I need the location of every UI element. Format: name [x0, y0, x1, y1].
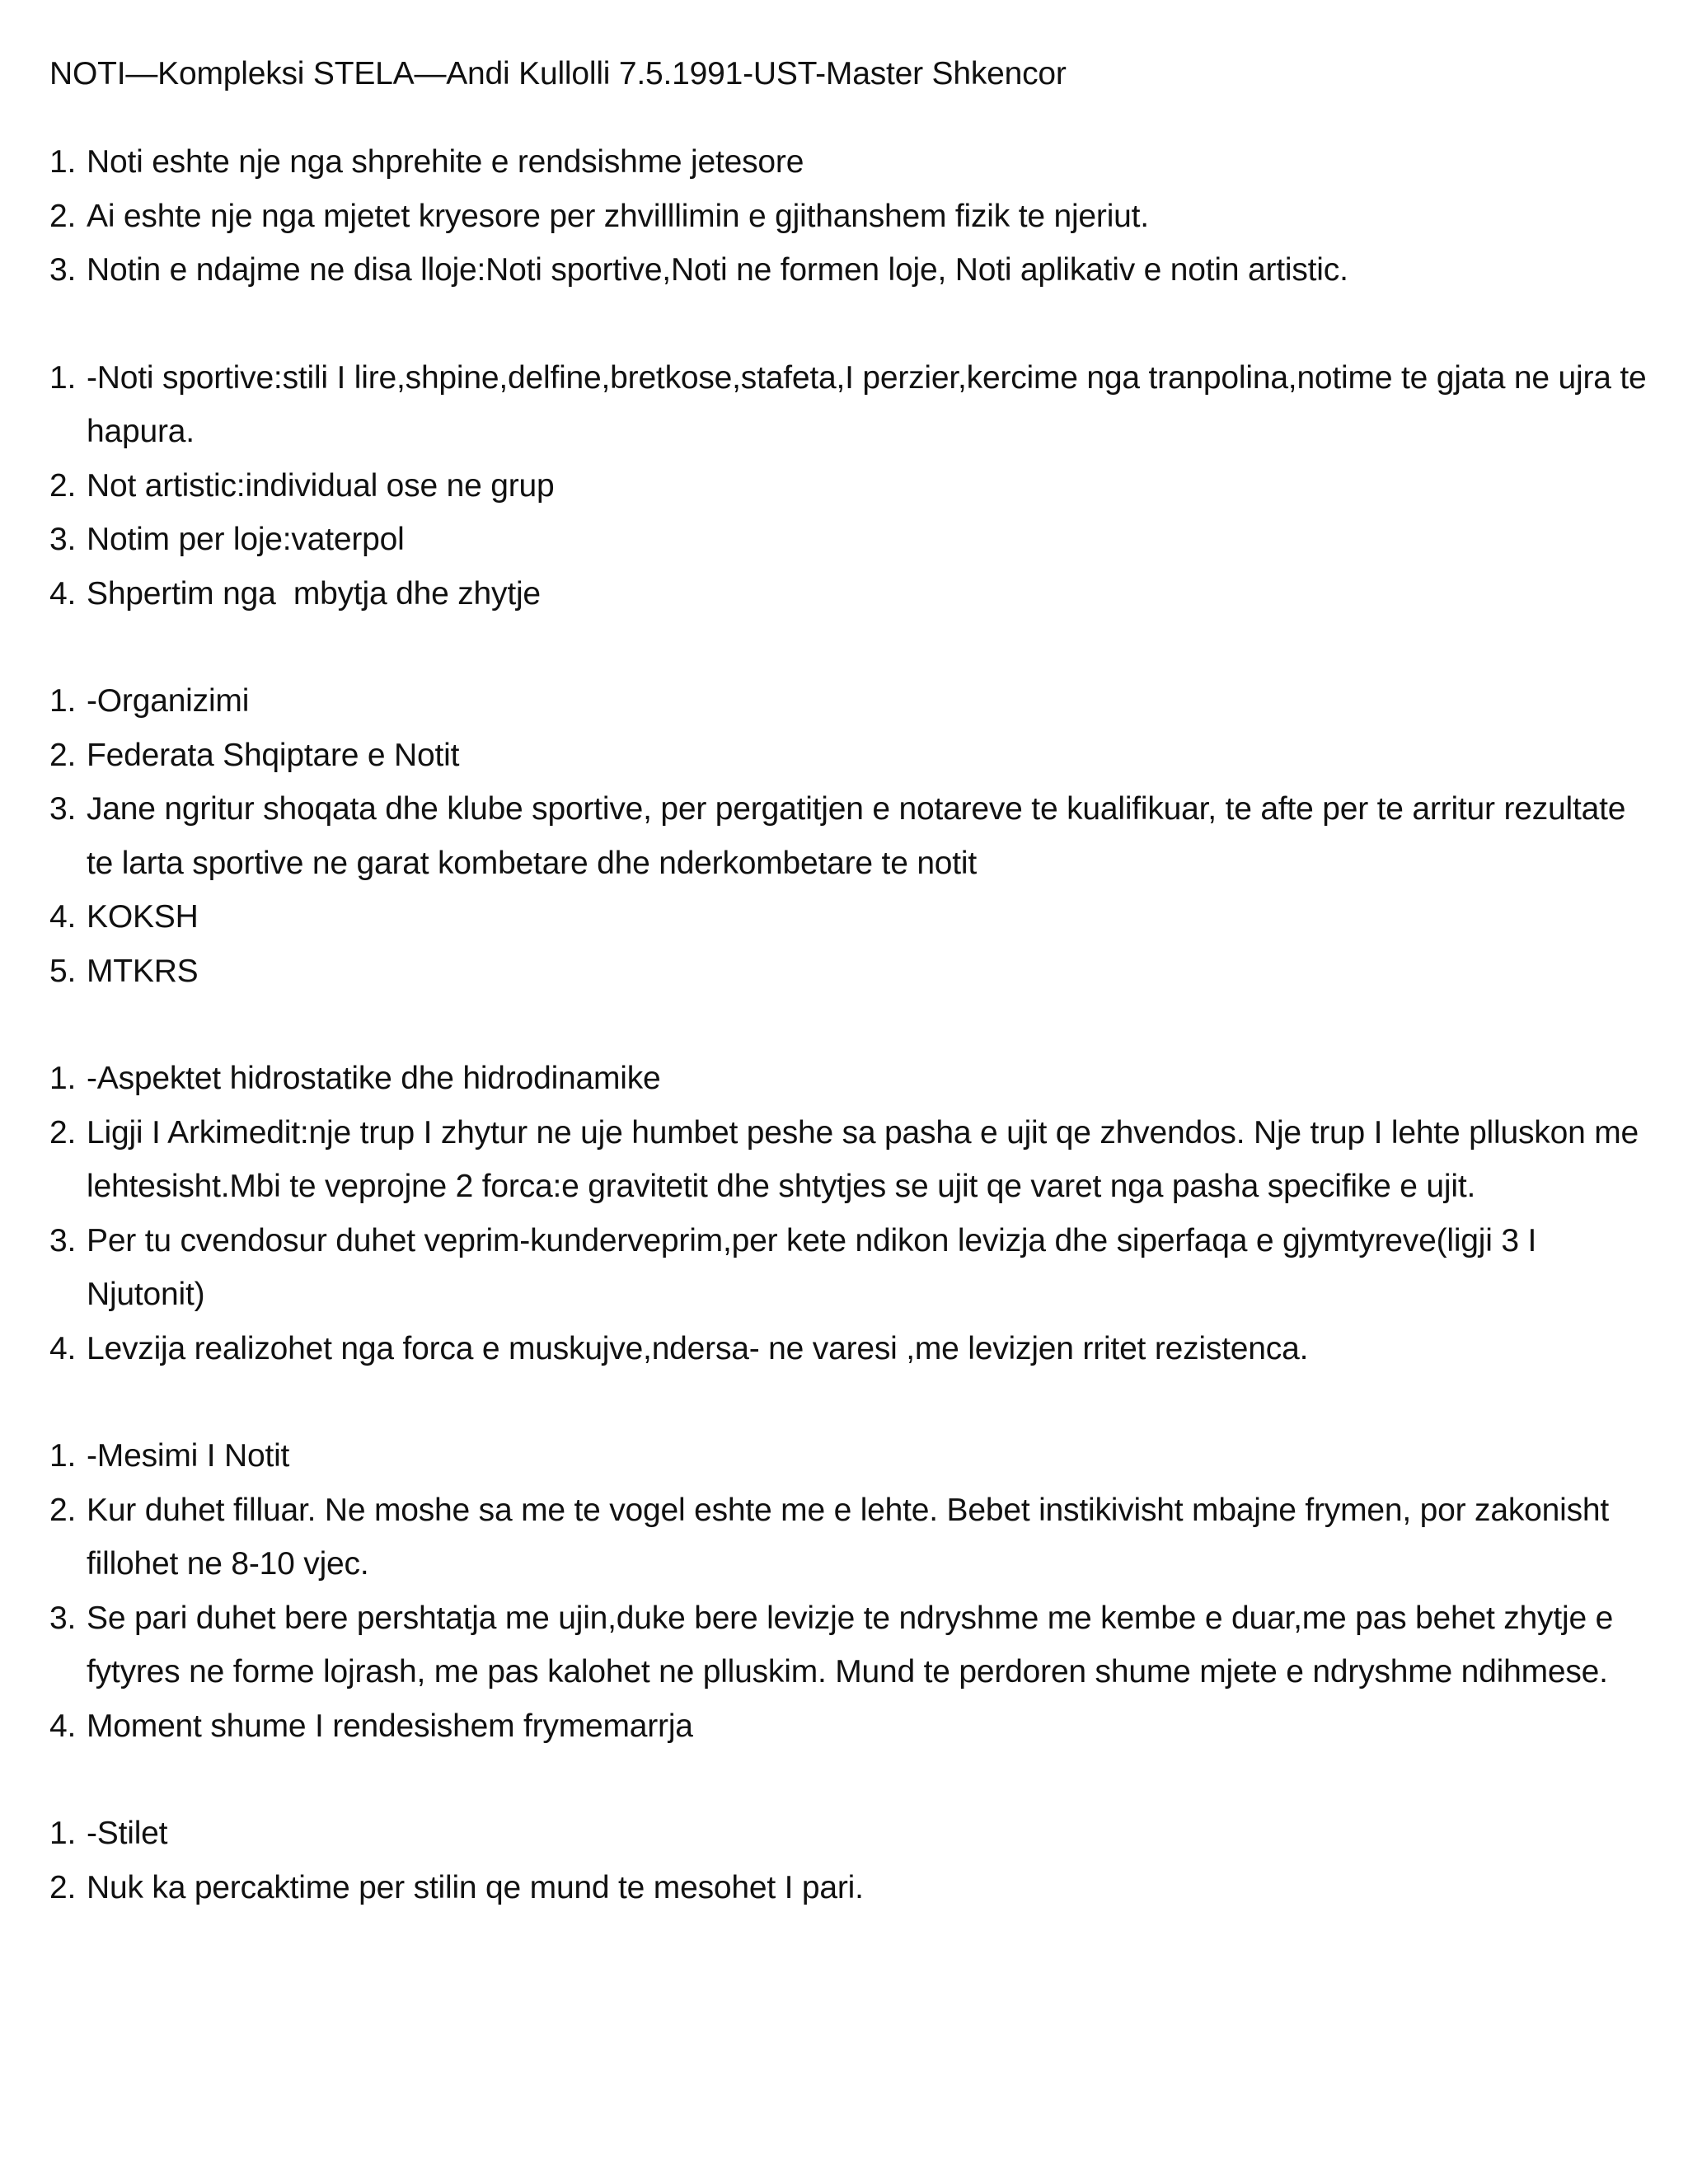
- list-item-text: Notim per loje:vaterpol: [87, 522, 405, 557]
- list-section: [49, 351, 1656, 621]
- list-item: [49, 1699, 1648, 1754]
- list-item-text: Se pari duhet bere pershtatja me ujin,duke bere levizje te ndryshme me kembe e duar,me pas behet zhytje e fytyres ne forme lojrash, me pas kalohet ne plluskim. Mund te perdoren shume mjete e ndryshme ndihmese.: [87, 1600, 1622, 1690]
- list-item: [49, 459, 1648, 513]
- list-item: [49, 1807, 1648, 1861]
- list-item-text: Kur duhet filluar. Ne moshe sa me te vogel eshte me e lehte. Bebet instikivisht mbajne frymen, por zakonisht fillohet ne 8-10 vjec.: [87, 1492, 1618, 1582]
- list-item: [49, 890, 1648, 944]
- list-item: [49, 729, 1648, 783]
- list-item-text: Not artistic:individual ose ne grup: [87, 467, 555, 504]
- list-item: [49, 567, 1648, 621]
- list-item-text: Nuk ka percaktime per stilin qe mund te mesohet I pari.: [87, 1869, 864, 1905]
- list-item: [49, 674, 1648, 729]
- list-item-text: Federata Shqiptare e Notit: [87, 737, 460, 773]
- list-item-number: 2.: [49, 1869, 77, 1905]
- list-item-number: 1.: [49, 683, 77, 719]
- list-item-number: 1.: [49, 1438, 77, 1474]
- list-item-number: 4.: [49, 1708, 77, 1744]
- list-item: [49, 1106, 1648, 1214]
- document-body: [49, 135, 1656, 1915]
- list-item-number: 1.: [49, 144, 77, 180]
- list-item-number: 2.: [49, 467, 77, 504]
- document-title: NOTI—Kompleksi STELA—Andi Kullolli 7.5.1991-UST-Master Shkencor: [49, 56, 1067, 91]
- list-item-number: 5.: [49, 953, 77, 989]
- list-item-number: 3.: [49, 1222, 77, 1258]
- list-item: [49, 782, 1648, 890]
- list-item-number: 3.: [49, 522, 77, 557]
- list-item: [49, 135, 1648, 190]
- list-item-number: 1.: [49, 1816, 77, 1851]
- list-item: [49, 190, 1648, 244]
- list-item-text: -Aspektet hidrostatike dhe hidrodinamike: [87, 1061, 661, 1096]
- list-item-text: Ligji I Arkimedit:nje trup I zhytur ne uje humbet peshe sa pasha e ujit qe zhvendos. Nje trup I lehte plluskon me lehtesisht.Mbi te veprojne 2 forca:e gravitetit dhe shtytjes se ujit qe varet nga pasha specifike e ujit.: [87, 1114, 1648, 1204]
- list-item: [49, 1591, 1648, 1699]
- list-section: [49, 674, 1648, 998]
- list-item: [49, 243, 1648, 298]
- list-item: [49, 1052, 1648, 1106]
- list-item-number: 2.: [49, 1114, 77, 1151]
- list-item: [49, 1861, 1648, 1915]
- list-item-text: Per tu cvendosur duhet veprim-kunderveprim,per kete ndikon levizja dhe siperfaqa e gjymtyreve(ligji 3 I Njutonit): [87, 1222, 1545, 1312]
- list-item: [49, 1214, 1648, 1322]
- list-item-text: -Noti sportive:stili I lire,shpine,delfine,bretkose,stafeta,I perzier,kercime nga tranpolina,notime te gjata ne ujra te hapura.: [87, 359, 1656, 449]
- list-item: [49, 944, 1648, 999]
- list-item-number: 1.: [49, 1061, 77, 1096]
- list-item: [49, 1322, 1648, 1376]
- list-item-number: 3.: [49, 252, 77, 288]
- list-item-number: 2.: [49, 737, 77, 773]
- list-item-text: KOKSH: [87, 899, 199, 935]
- list-item-number: 4.: [49, 1330, 77, 1366]
- list-item: [49, 1429, 1648, 1483]
- list-item-text: Noti eshte nje nga shprehite e rendsishme jetesore: [87, 144, 804, 180]
- list-item-text: MTKRS: [87, 953, 199, 989]
- list-item-text: Notin e ndajme ne disa lloje:Noti sportive,Noti ne formen loje, Noti aplikativ e notin artistic.: [87, 252, 1348, 288]
- list-item-text: -Organizimi: [87, 683, 250, 719]
- list-item-text: Jane ngritur shoqata dhe klube sportive, per pergatitjen e notareve te kualifikuar, te afte per te arritur rezultate te larta sportive ne garat kombetare dhe nderkombetare te notit: [87, 791, 1634, 881]
- list-item-number: 2.: [49, 198, 77, 234]
- list-item-number: 1.: [49, 359, 77, 396]
- list-item-text: Moment shume I rendesishem frymemarrja: [87, 1708, 693, 1744]
- list-item-text: -Stilet: [87, 1816, 168, 1851]
- list-section: [49, 1429, 1648, 1753]
- list-section: [49, 1807, 1648, 1915]
- list-item-text: Levzija realizohet nga forca e muskujve,ndersa- ne varesi ,me levizjen rritet rezistenca.: [87, 1330, 1309, 1366]
- list-item-text: -Mesimi I Notit: [87, 1438, 290, 1474]
- list-item-text: Shpertim nga mbytja dhe zhytje: [87, 575, 541, 612]
- list-item: [49, 351, 1656, 459]
- list-section: [49, 135, 1648, 298]
- list-item-number: 4.: [49, 899, 77, 935]
- list-section: [49, 1052, 1648, 1376]
- list-item-number: 3.: [49, 791, 77, 827]
- list-item-text: Ai eshte nje nga mjetet kryesore per zhvilllimin e gjithanshem fizik te njeriut.: [87, 198, 1149, 234]
- list-item-number: 4.: [49, 575, 77, 612]
- list-item-number: 3.: [49, 1600, 77, 1636]
- document-page: [49, 51, 1656, 1968]
- list-item-number: 2.: [49, 1492, 77, 1528]
- list-item: [49, 1483, 1648, 1591]
- list-item: [49, 513, 1648, 567]
